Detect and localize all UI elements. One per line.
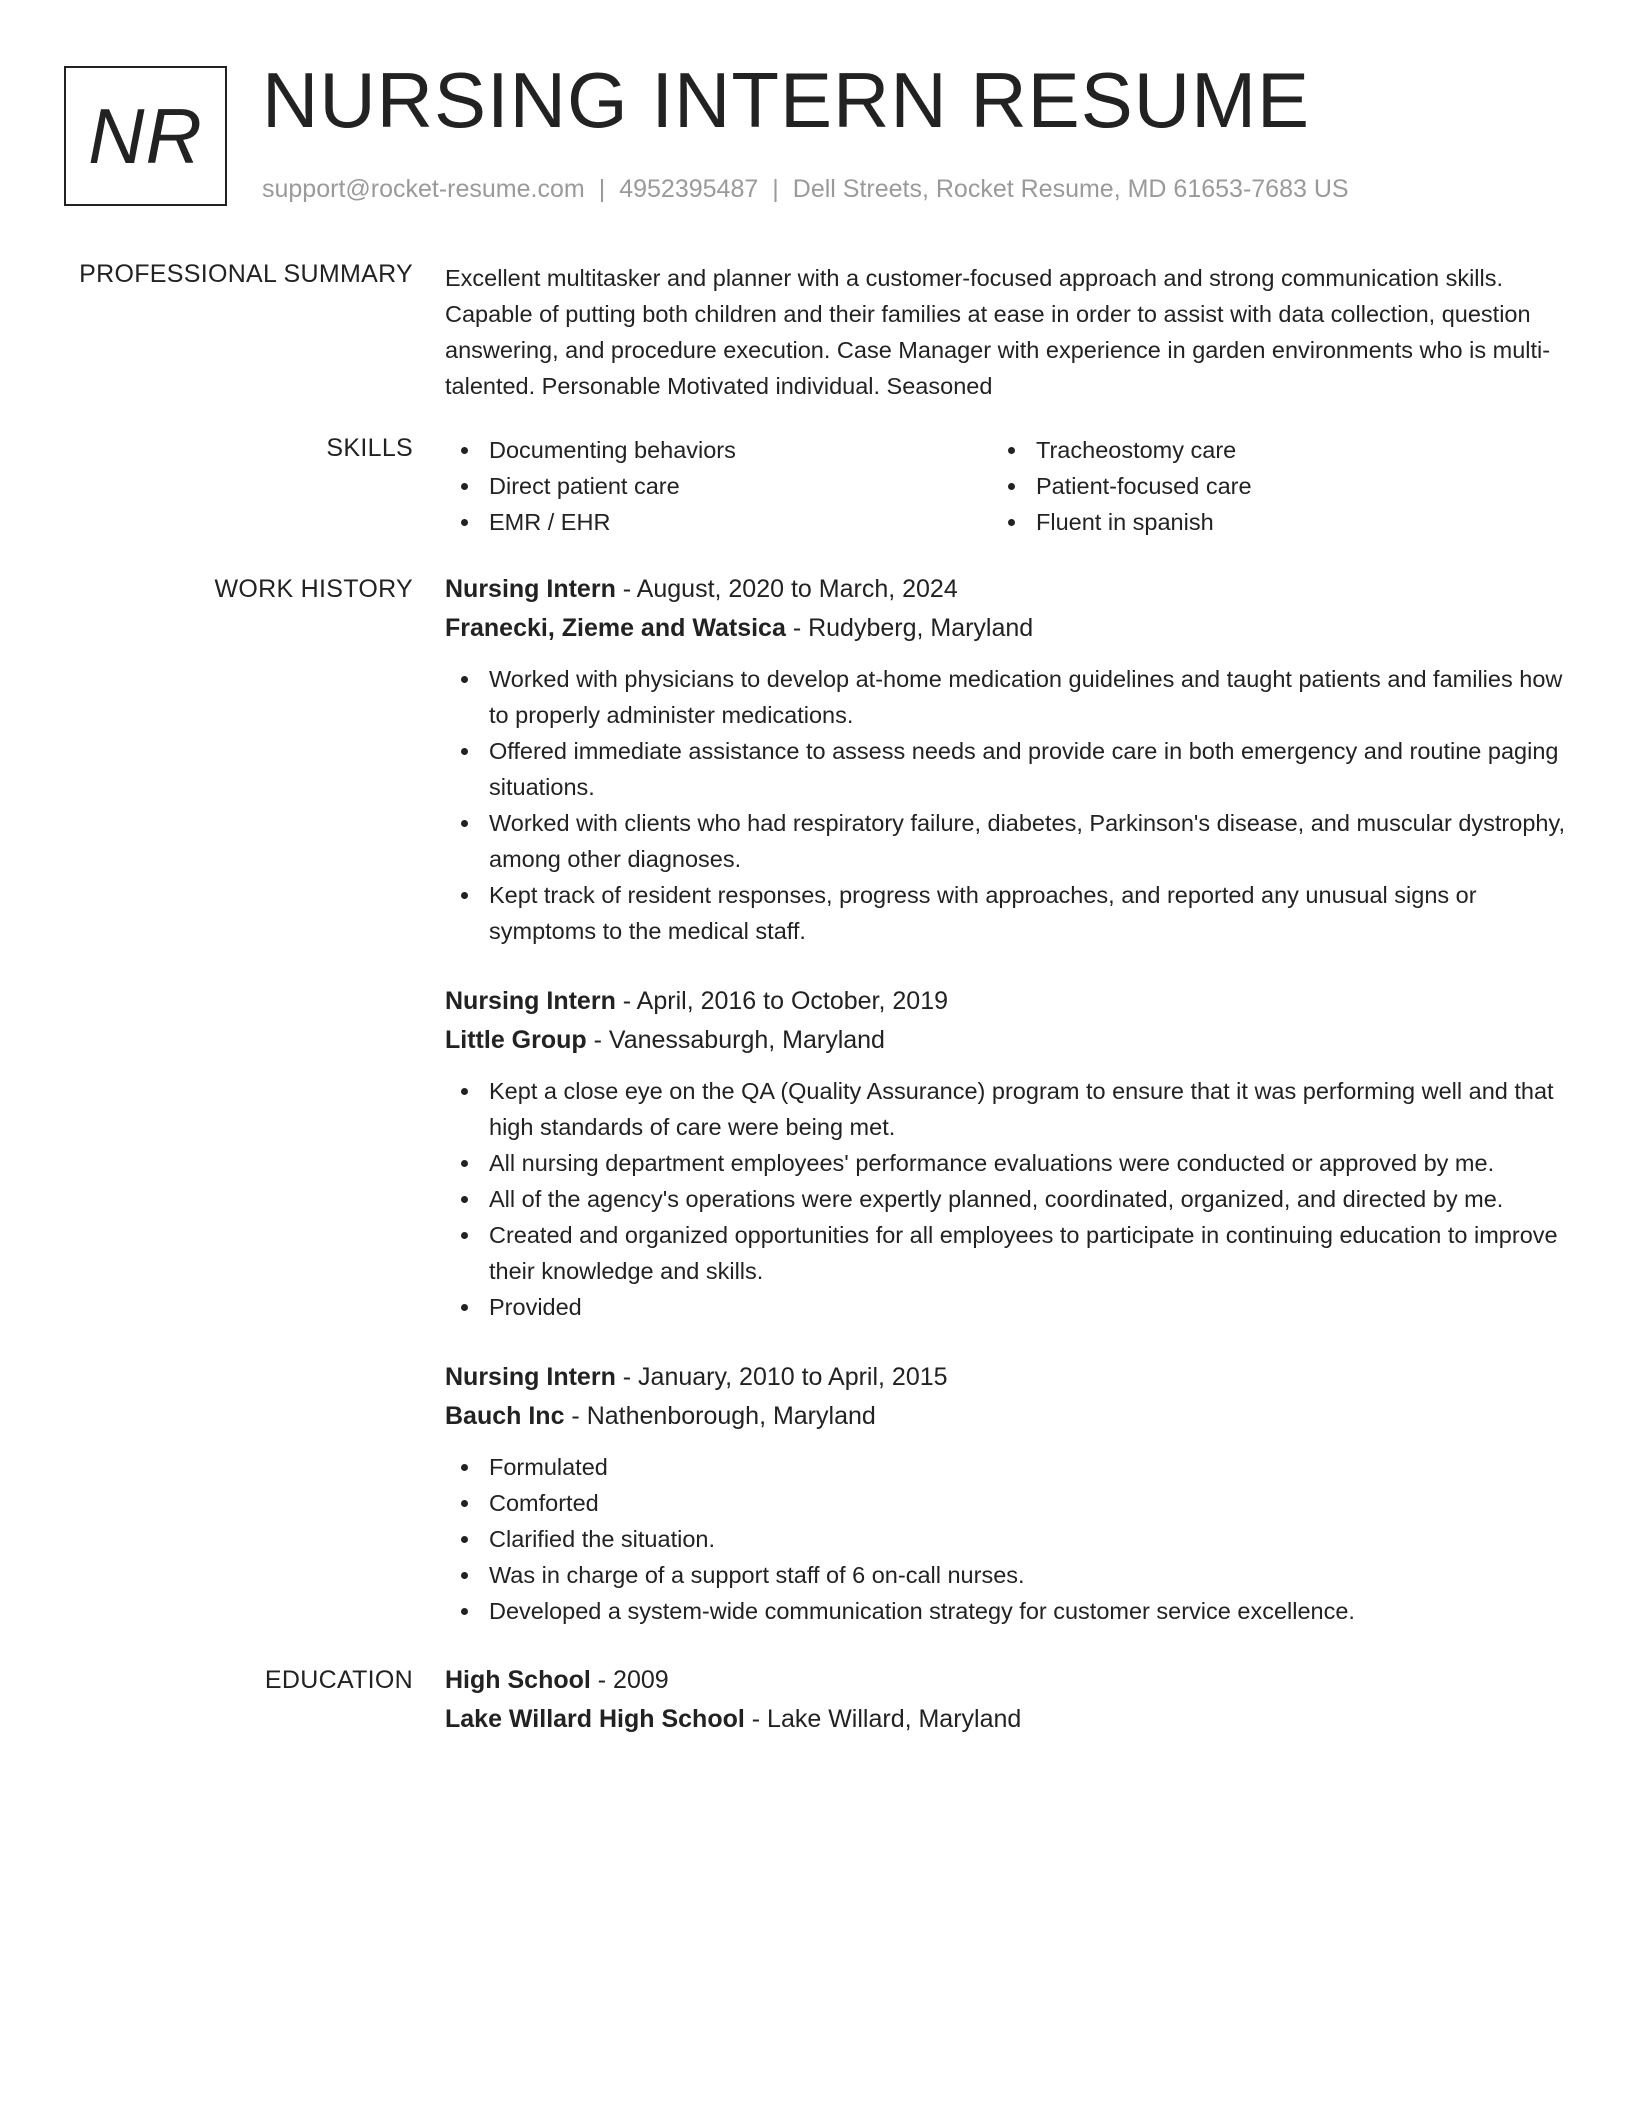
education-degree: High School xyxy=(445,1666,591,1694)
skill-item: Patient-focused care xyxy=(992,468,1539,504)
job-bullet: Offered immediate assistance to assess needs and provide care in both emergency and routine paging situations. xyxy=(445,733,1565,805)
monogram-initials: NR xyxy=(88,92,203,180)
job-entry xyxy=(445,1362,1565,1629)
job-role: Nursing Intern xyxy=(445,575,616,603)
job-location: - Rudyberg, Maryland xyxy=(785,614,1034,642)
job-bullets xyxy=(445,1449,1565,1629)
job-bullet: Was in charge of a support staff of 6 on-call nurses. xyxy=(445,1557,1565,1593)
job-company: Little Group xyxy=(445,1026,587,1054)
job-company-line xyxy=(445,1025,1565,1055)
contact-address: Dell Streets, Rocket Resume, MD 61653-7683 US xyxy=(792,175,1349,203)
job-bullet: All of the agency's operations were expertly planned, coordinated, organized, and directed by me. xyxy=(445,1181,1565,1217)
job-bullet: Comforted xyxy=(445,1485,1565,1521)
education-school-line xyxy=(445,1704,1565,1734)
job-company: Bauch Inc xyxy=(445,1402,565,1430)
job-bullet: Provided xyxy=(445,1289,1565,1325)
contact-email[interactable]: support@rocket-resume.com xyxy=(262,175,585,203)
job-role: Nursing Intern xyxy=(445,1363,616,1391)
job-entry xyxy=(445,986,1565,1325)
education-school: Lake Willard High School xyxy=(445,1705,745,1733)
job-company: Franecki, Zieme and Watsica xyxy=(445,614,786,642)
job-entry xyxy=(445,574,1565,949)
skill-item: Documenting behaviors xyxy=(445,432,992,468)
work-history-heading: WORK HISTORY xyxy=(214,575,413,603)
job-title-line xyxy=(445,1362,1565,1392)
job-bullet: Kept track of resident responses, progress with approaches, and reported any unusual signs or symptoms to the medical staff. xyxy=(445,877,1565,949)
skill-item: Tracheostomy care xyxy=(992,432,1539,468)
contact-separator: | xyxy=(772,175,779,203)
summary-heading: PROFESSIONAL SUMMARY xyxy=(79,260,413,288)
summary-body xyxy=(445,260,1565,404)
education-degree-line xyxy=(445,1665,1565,1695)
education-location: - Lake Willard, Maryland xyxy=(744,1705,1022,1733)
skills-column-right xyxy=(992,432,1539,540)
job-bullet: All nursing department employees' performance evaluations were conducted or approved by me. xyxy=(445,1145,1565,1181)
skills-column-left xyxy=(445,432,992,540)
education-heading: EDUCATION xyxy=(264,1666,413,1694)
job-role: Nursing Intern xyxy=(445,987,616,1015)
job-dates: - January, 2010 to April, 2015 xyxy=(615,1363,948,1391)
education-year: - 2009 xyxy=(590,1666,669,1694)
skills-heading: SKILLS xyxy=(326,434,413,462)
job-dates: - April, 2016 to October, 2019 xyxy=(615,987,948,1015)
job-dates: - August, 2020 to March, 2024 xyxy=(615,575,958,603)
resume-title: NURSING INTERN RESUME xyxy=(262,56,1311,144)
skill-item: Direct patient care xyxy=(445,468,992,504)
job-title-line xyxy=(445,986,1565,1016)
job-bullet: Developed a system-wide communication strategy for customer service excellence. xyxy=(445,1593,1565,1629)
job-bullet: Kept a close eye on the QA (Quality Assurance) program to ensure that it was performing well and that high standards of care were being met. xyxy=(445,1073,1565,1145)
job-location: - Nathenborough, Maryland xyxy=(564,1402,876,1430)
education-body xyxy=(445,1665,1565,1734)
job-bullet: Formulated xyxy=(445,1449,1565,1485)
contact-phone[interactable]: 4952395487 xyxy=(619,175,759,203)
job-bullet: Clarified the situation. xyxy=(445,1521,1565,1557)
skill-item: EMR / EHR xyxy=(445,504,992,540)
job-location: - Vanessaburgh, Maryland xyxy=(586,1026,885,1054)
contact-separator: | xyxy=(598,175,606,203)
monogram-box xyxy=(64,66,227,206)
contact-line xyxy=(262,174,1349,204)
job-bullets xyxy=(445,661,1565,949)
skill-item: Fluent in spanish xyxy=(992,504,1539,540)
job-company-line xyxy=(445,1401,1565,1431)
job-bullet: Worked with physicians to develop at-home medication guidelines and taught patients and families how to properly administer medications. xyxy=(445,661,1565,733)
summary-text: Excellent multitasker and planner with a customer-focused approach and strong communication skills. Capable of putting both children and their families at ease in order to assist with data collection, question answering, and procedure execution. Case Manager with experience in garden environments who is multi-talented. Personable Motivated individual. Seasoned xyxy=(445,265,1551,399)
job-company-line xyxy=(445,613,1565,643)
job-bullet: Worked with clients who had respiratory failure, diabetes, Parkinson's disease, and muscular dystrophy, among other diagnoses. xyxy=(445,805,1565,877)
job-title-line xyxy=(445,574,1565,604)
job-bullets xyxy=(445,1073,1565,1325)
skills-body xyxy=(445,432,1565,540)
job-bullet: Created and organized opportunities for all employees to participate in continuing education to improve their knowledge and skills. xyxy=(445,1217,1565,1289)
skills-grid xyxy=(445,432,1565,540)
